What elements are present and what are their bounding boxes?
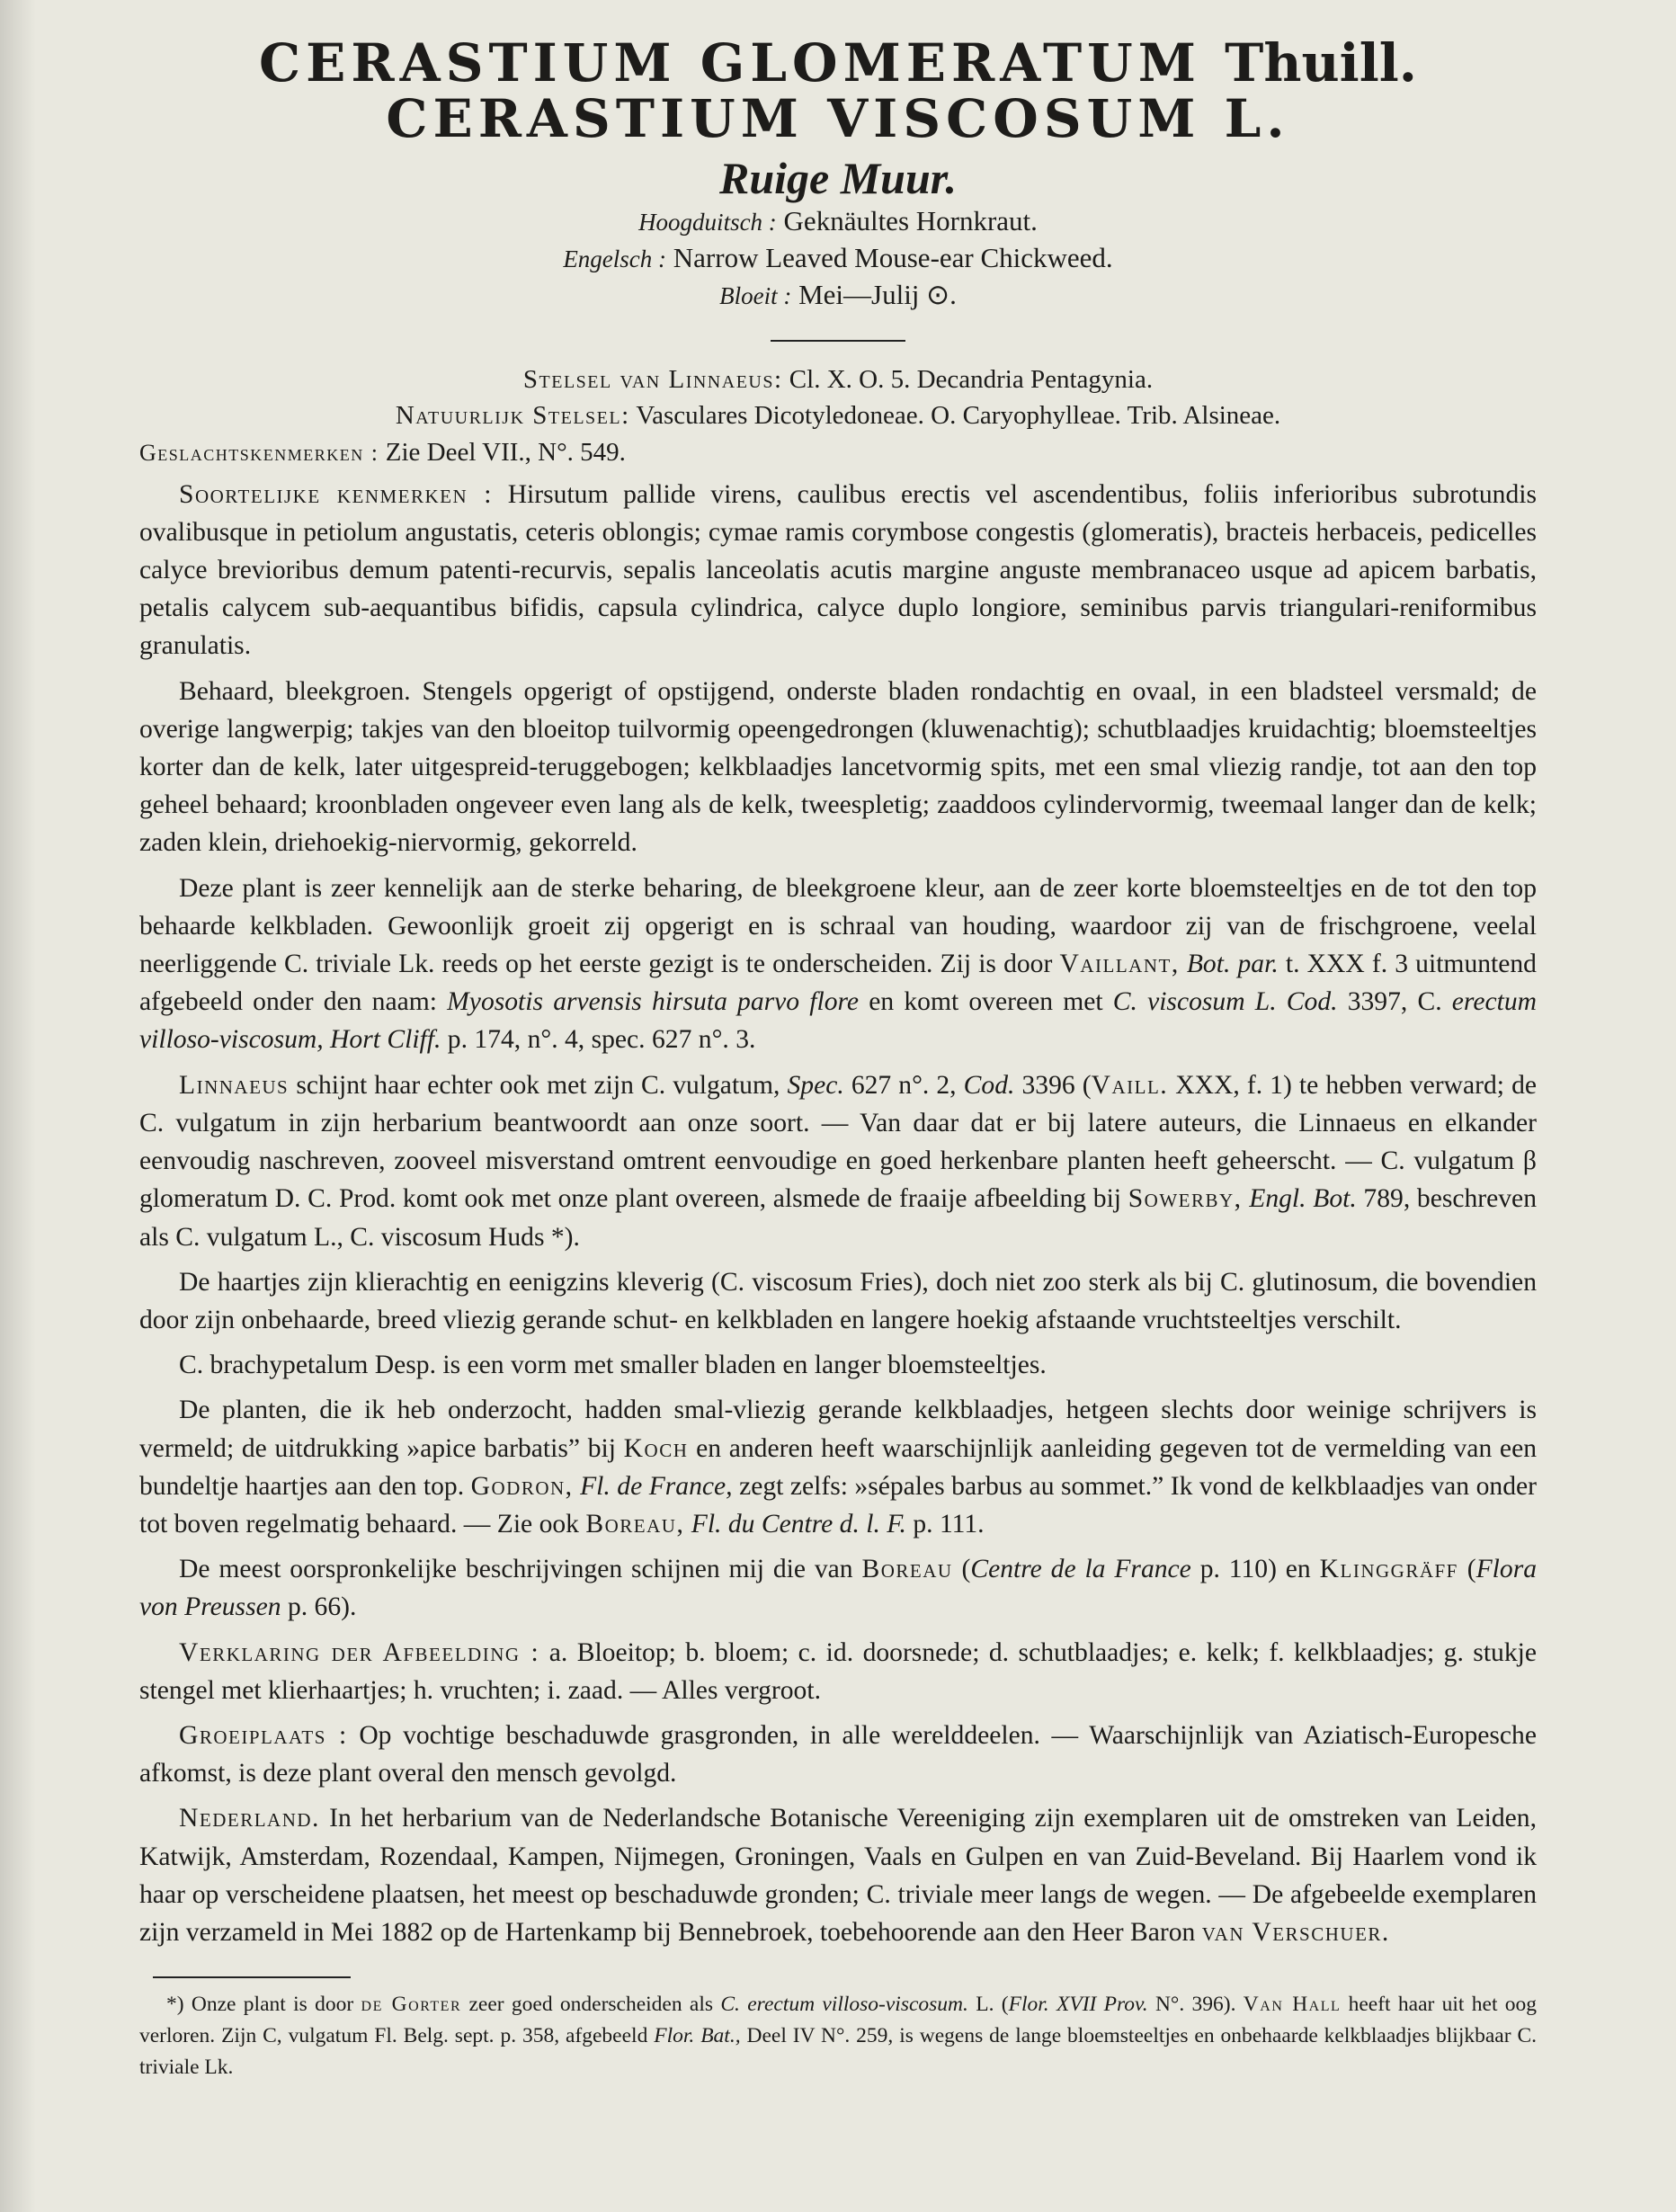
- author-linnaeus: Linnaeus: [179, 1070, 290, 1100]
- english-name: Narrow Leaved Mouse-ear Chickweed.: [673, 241, 1113, 273]
- brachypetalum-paragraph: C. brachypetalum Desp. is een vorm met smaller bladen en langer bloemsteeltjes.: [179, 1351, 1047, 1380]
- dutch-common-name: Ruige Muur.: [718, 152, 957, 203]
- natural-system-value: Vasculares Dicotyledoneae. O. Caryophylleae. Trib. Alsineae.: [636, 401, 1281, 431]
- text-run: De planten, die ik heb onderzocht, hadden smal-vliezig gerande kelkblaadjes, hetgeen slechts door weinige schrijvers is vermeld; de uitdrukking »apice barbatis” bij: [139, 1396, 1537, 1463]
- citation-flora-preussen: Flora von Preussen: [139, 1555, 1538, 1622]
- text-run: p. 174, n°. 4, spec. 627 n°. 3.: [447, 1025, 756, 1055]
- figure-explanation-label: Verklaring der Afbeelding :: [179, 1637, 540, 1667]
- text-run: p. 110) en: [1199, 1555, 1311, 1584]
- text-run: en komt overeen met: [869, 987, 1103, 1017]
- text-run: De meest oorspronkelijke beschrijvingen schijnen mij die van: [179, 1555, 853, 1584]
- linnaeus-system-label: Stelsel van Linnaeus:: [522, 365, 783, 395]
- text-run: 3396 (: [1021, 1070, 1092, 1100]
- title-line-2: CERASTIUM VISCOSUM L.: [386, 87, 1290, 149]
- author-verschuer: van Verschuer.: [1201, 1917, 1390, 1947]
- text-run: L. (: [976, 1993, 1009, 2017]
- german-name: Geknäultes Hornkraut.: [783, 204, 1038, 236]
- author-sowerby: Sowerby,: [1128, 1184, 1243, 1214]
- author-gorter: de Gorter: [361, 1993, 462, 2017]
- author-boreau-2: Boreau: [861, 1555, 953, 1584]
- linnaeus-paragraph: [139, 1066, 1537, 1256]
- citation-c-viscosum: C. viscosum L. Cod.: [1112, 987, 1338, 1017]
- author-klinggraff: Klinggräff: [1319, 1555, 1458, 1584]
- natural-system-line: [139, 397, 1537, 433]
- footnote: [139, 1989, 1537, 2083]
- author-van-hall: Van Hall: [1243, 1993, 1342, 2017]
- citation-erectum-footnote: C. erectum villoso-viscosum.: [720, 1993, 968, 2017]
- descriptions-paragraph: [139, 1550, 1537, 1626]
- linnaeus-system-value: Cl. X. O. 5. Decandria Pentagynia.: [789, 365, 1154, 395]
- title-author: Thuill.: [1225, 32, 1417, 94]
- habitat-label: Groeiplaats :: [179, 1720, 348, 1750]
- author-vaill: Vaill.: [1091, 1070, 1169, 1100]
- netherlands-paragraph: [139, 1799, 1537, 1951]
- title-species-name: CERASTIUM GLOMERATUM: [259, 32, 1201, 94]
- myosotis-name: Myosotis arvensis hirsuta parvo flore: [447, 987, 860, 1017]
- sepals-paragraph: [139, 1391, 1537, 1543]
- genus-label: Geslachtskenmerken :: [139, 440, 379, 467]
- text-run: (: [961, 1555, 971, 1584]
- netherlands-label: Nederland.: [179, 1804, 320, 1833]
- figure-explanation-text: a. Bloeitop; b. bloem; c. id. doorsnede; d. schutblaadjes; e. kelk; f. kelkblaadjes; g. stukje stengel met klierhaartjes; h. vruchten; i. zaad. — Alles vergroot.: [139, 1637, 1538, 1705]
- author-boreau: Boreau,: [585, 1509, 685, 1539]
- citation-engl-bot: Engl. Bot.: [1249, 1184, 1357, 1214]
- text-run: en anderen heeft waarschijnlijk aanleiding gegeven tot de vermelding van een bundeltje haartjes aan den top.: [139, 1433, 1538, 1501]
- citation-spec: Spec.: [787, 1070, 844, 1100]
- citation-flor-bat: Flor. Bat.,: [654, 2024, 741, 2048]
- header-divider: [771, 340, 905, 342]
- german-label: Hoogduitsch :: [638, 208, 777, 236]
- text-run: 627 n°. 2,: [851, 1070, 957, 1100]
- english-name-line: [139, 240, 1537, 277]
- text-run: 789, beschreven als C. vulgatum L., C. viscosum Huds *).: [139, 1184, 1537, 1252]
- bloom-label: Bloeit :: [719, 281, 792, 309]
- author-godron: Godron,: [470, 1471, 574, 1501]
- species-characters-paragraph: [139, 476, 1537, 665]
- text-run: zegt zelfs: »sépales barbus au sommet.” Ik vond de kelkblaadjes van onder tot boven regelmatig behaard. — Zie ook: [139, 1471, 1537, 1539]
- citation-centre-france: Centre de la France: [970, 1555, 1191, 1584]
- citation-fl-france: Fl. de France,: [580, 1471, 733, 1501]
- citation-flor-xvii: Flor. XVII Prov.: [1008, 1993, 1148, 2017]
- author-koch: Koch: [623, 1433, 689, 1463]
- text-run: N°. 396).: [1154, 1993, 1236, 2017]
- title-line-1: [139, 32, 1537, 94]
- genus-characters: [139, 433, 1537, 472]
- german-name-line: [139, 203, 1537, 240]
- text-run: (: [1466, 1555, 1476, 1584]
- citation-bot-par: Bot. par.: [1186, 950, 1279, 979]
- habitat-paragraph: [139, 1717, 1537, 1792]
- footnote-divider: [153, 1976, 351, 1978]
- text-run: schijnt haar echter ook met zijn C. vulgatum,: [296, 1070, 780, 1100]
- text-run: p. 111.: [913, 1509, 985, 1539]
- species-latin-text: Hirsutum pallide virens, caulibus erectis vel ascendentibus, foliis inferioribus subrotundis ovalibusque in petiolum angustatis, ceteris oblongis; cymae ramis corymbose congestis (glomeratis), bracteis herbaceis, pedicelles calyce brevioribus demum patenti-recurvis, sepalis lanceolatis acutis margine anguste membranaceo usque ad apicem barbatis, petalis calycem sub-aequantibus bifidis, capsula cylindrica, calyce duplo longiore, seminibus parvis triangulari-reniformibus granulatis.: [139, 479, 1537, 661]
- description-paragraph: Behaard, bleekgroen. Stengels opgerigt of opstijgend, onderste bladen rondachtig en ovaal, in een bladsteel versmald; de overige langwerpig; takjes van den bloeitop tuilvormig opeengedrongen (kluwenachtig); schutblaadjes kruidachtig; bloemsteeltjes korter dan de kelk, later uitgespreid-teruggebogen; kelkblaadjes lancetvormig spits, met een smal vliezig randje, tot aan den top geheel behaard; kroonbladen ongeveer even lang als de kelk, tweespletig; zaaddoos cylindervormig, tweemaal langer dan de kelk; zaden klein, driehoekig-niervormig, gekorreld.: [139, 676, 1537, 858]
- page-header: [139, 32, 1537, 313]
- citation-cod: Cod.: [963, 1070, 1015, 1100]
- species-label: Soortelijke kenmerken :: [179, 479, 494, 509]
- genus-value: Zie Deel VII., N°. 549.: [385, 438, 626, 468]
- figure-explanation-paragraph: [139, 1634, 1537, 1709]
- text-run: t. XXX f. 3 uitmuntend afgebeeld onder den naam:: [139, 950, 1537, 1017]
- text-run: heeft haar uit het oog verloren. Zijn C, vulgatum Fl. Belg. sept. p. 358, afgebeeld: [139, 1993, 1538, 2048]
- text-run: 3397, C.: [1347, 987, 1442, 1017]
- habitat-text: Op vochtige beschaduwde grasgronden, in alle werelddeelen. — Waarschijnlijk van Aziatisch-Europesche afkomst, is deze plant overal den mensch gevolgd.: [139, 1720, 1537, 1788]
- hairs-paragraph: De haartjes zijn klierachtig en eenigzins kleverig (C. viscosum Fries), doch niet zoo sterk als bij C. glutinosum, die bovendien door zijn onbehaarde, breed vliezig gerande schut- en kelkbladen en langere hoekig afstaande vruchtsteeltjes verschilt.: [139, 1267, 1537, 1334]
- citation-erectum: erectum villoso-viscosum, Hort Cliff.: [139, 987, 1538, 1055]
- bloom-value: Mei—Julij ⊙.: [798, 278, 957, 310]
- recognition-paragraph: [139, 870, 1537, 1059]
- text-run: In het herbarium van de Nederlandsche Botanische Vereeniging zijn exemplaren uit de omstreken van Leiden, Katwijk, Amsterdam, Rozendaal, Kampen, Nijmegen, Groningen, Vaals en Gulpen en van Zuid-Beveland. Bij Haarlem vond ik haar op verscheidene plaatsen, het meest op beschaduwde gronden; C. triviale meer langs de wegen. — De afgebeelde exemplaren zijn verzameld in Mei 1882 op de Hartenkamp bij Bennebroek, toebehoorende aan den Heer Baron: [139, 1804, 1537, 1947]
- bloom-line: [139, 277, 1537, 314]
- text-run: Deel IV N°. 259, is wegens de lange bloemsteeltjes en onbehaarde kelkblaadjes blijkbaar C. triviale Lk.: [139, 2024, 1538, 2080]
- classification-block: [139, 361, 1537, 433]
- english-label: Engelsch :: [563, 245, 667, 272]
- text-run: zeer goed onderscheiden als: [468, 1993, 714, 2017]
- author-vaillant: Vaillant,: [1059, 950, 1180, 979]
- text-run: XXX, f. 1) te hebben verward; de C. vulgatum in zijn herbarium beantwoordt aan onze soort. — Van daar dat er bij latere auteurs, die Linnaeus en elkander eenvoudig naschreven, zooveel misverstand omtrent eenvoudige en goed herkenbare planten heeft geheerscht. — C. vulgatum β glomeratum D. C. Prod. komt ook met onze plant overeen, alsmede de fraaije afbeelding bij: [139, 1070, 1538, 1214]
- text-run: *) Onze plant is door: [166, 1993, 354, 2017]
- body-text: [139, 433, 1537, 1951]
- text-run: Deze plant is zeer kennelijk aan de sterke beharing, de bleekgroene kleur, aan de zeer korte bloemsteeltjes en de tot den top behaarde kelkbladen. Gewoonlijk groeit zij opgerigt en is schraal van houding, waardoor zij van de frischgroene, veelal neerliggende C. triviale Lk. reeds op het eerste gezigt is te onderscheiden. Zij is door: [139, 873, 1537, 979]
- linnaeus-system-line: [139, 361, 1537, 397]
- text-run: p. 66).: [287, 1592, 357, 1622]
- citation-fl-centre: Fl. du Centre d. l. F.: [691, 1509, 906, 1539]
- natural-system-label: Natuurlijk Stelsel:: [395, 401, 630, 431]
